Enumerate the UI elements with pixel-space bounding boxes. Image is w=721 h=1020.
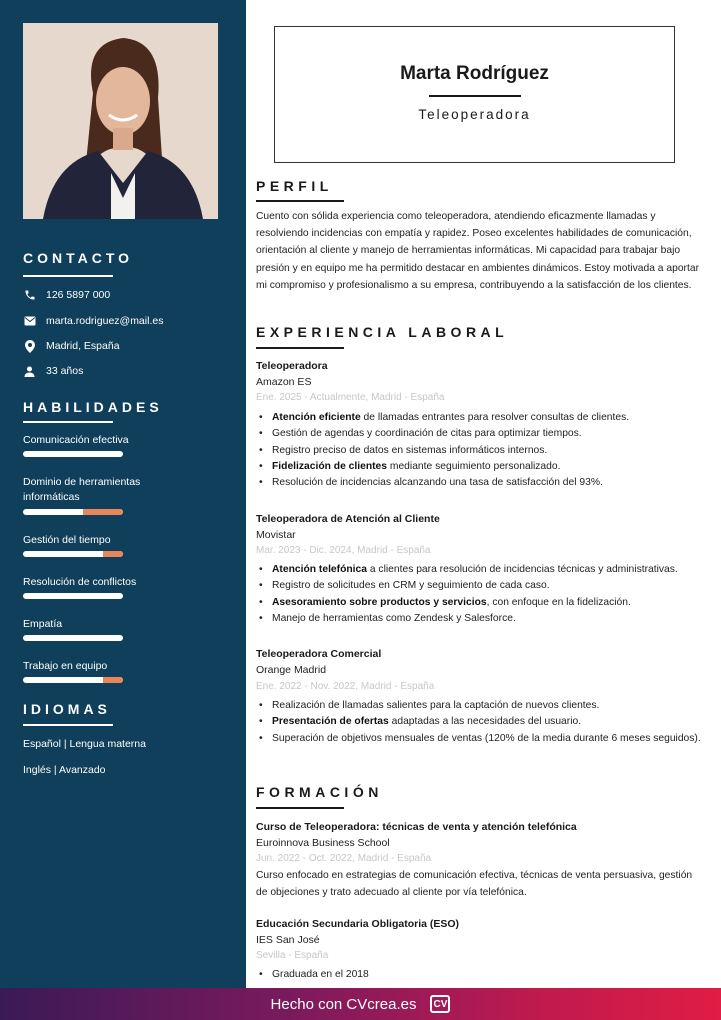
contact-phone-text: 126 5897 000 [46,289,111,301]
contact-location [23,338,120,354]
job-bullet [256,595,706,611]
profile-photo [23,23,218,219]
job-bullet-text: a clientes para resolución de incidencias técnicas y administrativas. [366,564,678,575]
job-bullet-text: adaptadas a las necesidades del usuario. [388,716,582,728]
job-bullet-text: , con enfoque en la fidelización. [486,596,631,608]
education-title: Educación Secundaria Obligatoria (ESO) [256,918,460,930]
skill-label: Dominio de herramientas informáticas [23,476,141,503]
contact-email-text: marta.rodriguez@mail.es [46,315,164,327]
skill-bar [23,635,123,641]
name-box [274,26,675,163]
experience-heading-rule [256,347,344,349]
job-bullet-text: Manejo de herramientas como Zendesk y Salesforce. [272,612,516,624]
job-bullet [256,731,706,747]
main-content [246,0,721,988]
skill-bar [23,551,123,557]
job-bullet-highlight: Atención eficiente [272,412,361,423]
skill-label: Resolución de conflictos [23,576,137,588]
person-icon [23,365,36,378]
contact-age-text: 33 años [46,365,84,377]
candidate-role: Teleoperadora [418,107,531,122]
job-bullet [256,698,706,714]
skill-bar [23,677,123,683]
job-bullet [256,410,706,426]
job-bullet-text: Gestión de agendas y coordinación de citas para optimizar tiempos. [272,428,582,440]
job-bullet-text: Registro de solicitudes en CRM y seguimiento de cada caso. [272,580,550,592]
job-title: Teleoperadora [256,360,328,372]
skill-label: Empatía [23,618,63,630]
education-heading-rule [256,807,344,809]
sidebar [0,0,246,988]
skills-heading-rule [23,421,113,423]
job-bullets [256,698,706,747]
contact-phone [23,287,110,303]
phone-icon [23,289,36,302]
languages-heading-rule [23,724,113,726]
skill-label: Comunicación efectiva [23,434,129,446]
skill-label: Gestión del tiempo [23,534,111,546]
job-title: Teleoperadora Comercial [256,648,382,660]
education-text: Curso enfocado en estrategias de comunicación efectiva, técnicas de venta persuasiva, gestión de objeciones y trato adecuado al cliente por vía telefónica. [256,870,693,899]
contact-location-text: Madrid, España [46,340,120,352]
contact-heading-rule [23,275,113,277]
footer-text[interactable]: Hecho con CVcrea.es [270,995,417,1013]
profile-heading: PERFIL [256,178,333,194]
footer-banner[interactable] [0,988,721,1020]
languages-heading: IDIOMAS [23,701,111,717]
language-item: Inglés | Avanzado [23,764,106,776]
education-bullet: • Graduada en el 2018 [256,967,706,983]
job-title: Teleoperadora de Atención al Cliente [256,513,440,525]
job-bullet-text: Superación de objetivos mensuales de ventas (120% de la media durante 6 meses seguidos). [272,732,701,744]
education-org: Euroinnova Business School [256,837,390,849]
job-bullet [256,714,706,730]
job-org: Amazon ES [256,376,312,388]
job-bullet [256,611,706,627]
candidate-name: Marta Rodríguez [400,63,549,84]
skill-bar-remainder [103,677,123,683]
contact-age [23,363,83,379]
job-bullet-text: Resolución de incidencias alcanzando una tasa de satisfacción del 93%. [272,477,603,489]
education-heading: FORMACIÓN [256,784,383,800]
job-bullet [256,578,706,594]
location-icon [23,340,36,353]
education-meta: Sevilla - España [256,950,329,961]
job-bullet [256,443,706,459]
job-org: Movistar [256,529,296,541]
job-bullet-text: de llamadas entrantes para resolver consultas de clientes. [360,412,630,423]
education-org: IES San José [256,934,320,946]
profile-text: Cuento con sólida experiencia como teleoperadora, atendiendo eficazmente llamadas y resolviendo incidencias con empatía y rapidez. Poseo excelentes habilidades de comunicación, orientación al cliente y manejo de herramientas informáticas. Mi capacidad para trabajar bajo presión y en equipo me ha permitido destacar en ambientes dinámicos. Estoy motivada a aportar mi compromiso y profesionalismo a su empresa, contribuyendo a la satisfacción de los clientes. [256,211,700,291]
skill-bar [23,451,123,457]
profile-photo-illustration [23,23,218,219]
job-bullet-highlight: Fidelización de clientes [272,460,388,472]
education-bullets [256,967,706,983]
mail-icon [23,315,36,328]
job-bullets [256,410,706,491]
job-meta: Mar. 2023 - Dic. 2024, Madrid - España [256,545,431,556]
education-meta: Jun. 2022 - Oct. 2022, Madrid - España [256,853,432,864]
skill-bar-remainder [83,509,123,515]
skill-label: Trabajo en equipo [23,660,108,672]
job-org: Orange Madrid [256,664,327,676]
job-bullet [256,426,706,442]
skill-bar [23,593,123,599]
contact-heading: CONTACTO [23,250,134,266]
job-bullet-text: mediante seguimiento personalizado. [387,460,561,472]
profile-heading-rule [256,200,344,202]
job-meta: Ene. 2025 - Actualmente, Madrid - España [256,392,445,403]
cvcrea-logo-icon: CV [430,995,450,1013]
name-rule [429,95,521,97]
job-bullet [256,475,706,491]
job-bullet-highlight: Asesoramiento sobre productos y servicios [272,596,487,608]
contact-email [23,313,163,329]
education-title: Curso de Teleoperadora: técnicas de venta y atención telefónica [256,821,577,833]
job-bullet [256,562,706,578]
job-bullet-highlight: Atención telefónica [272,564,367,575]
experience-heading: EXPERIENCIA LABORAL [256,324,509,340]
skills-heading: HABILIDADES [23,399,163,415]
job-bullets [256,562,706,627]
job-bullet-highlight: Presentación de ofertas [272,716,389,728]
job-bullet [256,459,706,475]
skill-bar-remainder [103,551,123,557]
skill-bar [23,509,123,515]
job-meta: Ene. 2022 - Nov. 2022, Madrid - España [256,681,435,692]
language-item: Español | Lengua materna [23,738,146,750]
job-bullet-text: Realización de llamadas salientes para la captación de nuevos clientes. [272,700,600,711]
job-bullet-text: Registro preciso de datos en sistemas informáticos internos. [272,444,548,456]
